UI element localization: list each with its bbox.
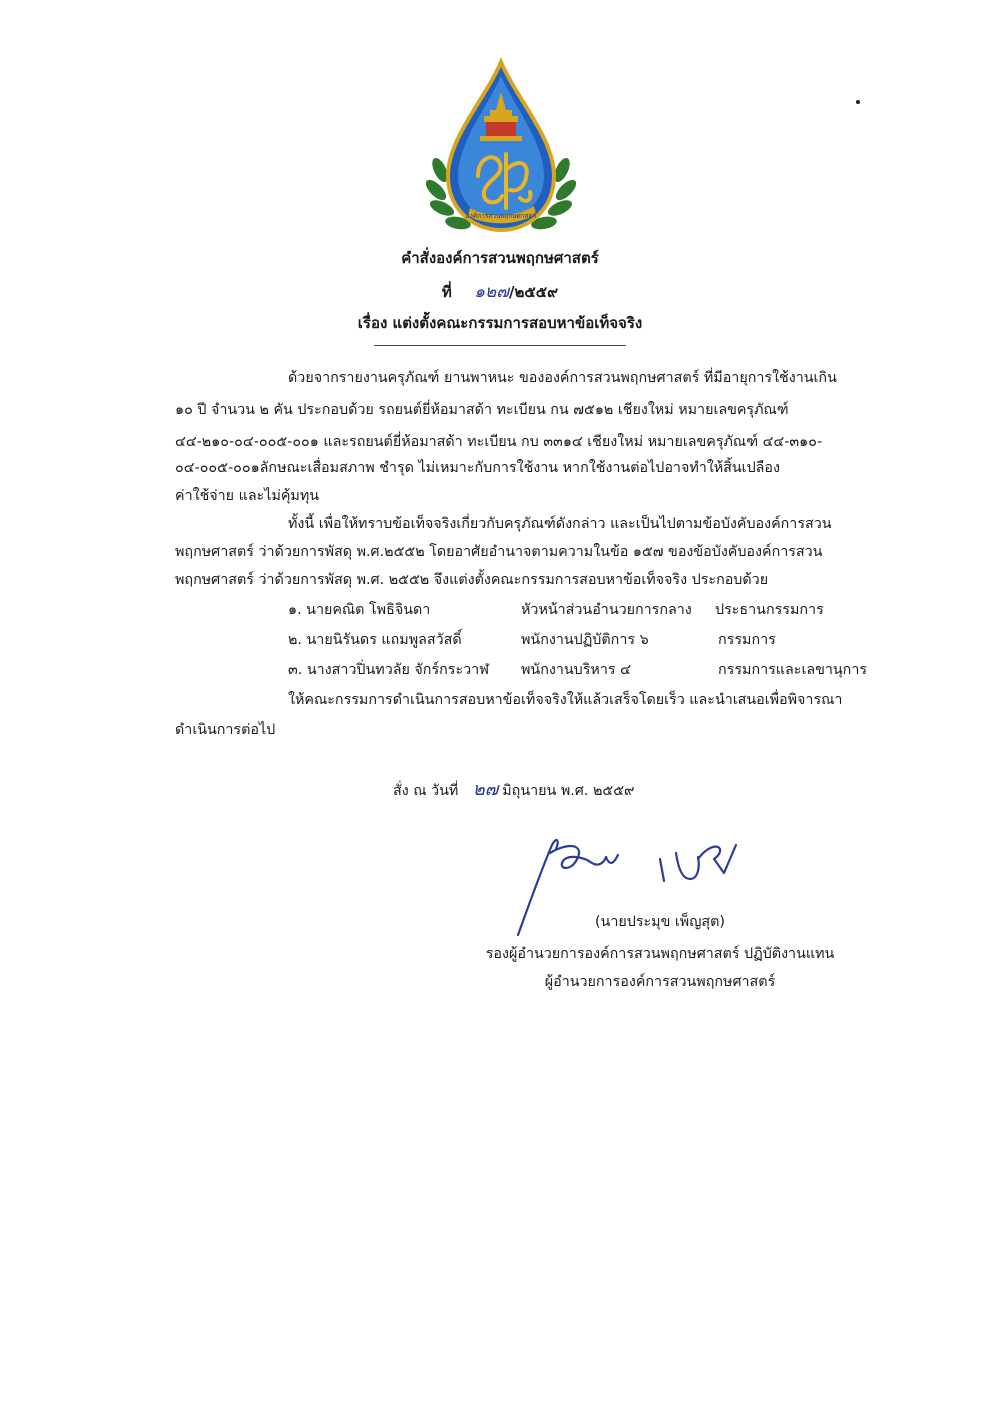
order-number-handwritten: ๑๒๗ — [474, 282, 510, 302]
committee-member-role: ประธานกรรมการ — [715, 602, 824, 618]
committee-member-row — [288, 599, 908, 623]
paragraph1-line: ๑๐ ปี จำนวน ๒ คัน ประกอบด้วย รถยนต์ยี่ห้อมาสด้า ทะเบียน กน ๗๕๑๒ เชียงใหม่ หมายเลขครุภัณฑ์ — [175, 402, 789, 418]
paragraph2-line: พฤกษศาสตร์ ว่าด้วยการพัสดุ พ.ศ. ๒๕๕๒ จึงแต่งตั้งคณะกรรมการสอบหาข้อเท็จจริง ประกอบด้วย — [175, 572, 769, 588]
signer-title-line1: รองผู้อำนวยการองค์การสวนพฤกษศาสตร์ ปฏิบัติงานแทน — [485, 946, 835, 962]
committee-member-name: ๒. นายนิรันดร แถมพูลสวัสดิ์ — [288, 632, 462, 648]
committee-member-row — [288, 659, 908, 683]
committee-member-position: พนักงานปฏิบัติการ ๖ — [521, 632, 649, 648]
paragraph1-line: ค่าใช้จ่าย และไม่คุ้มทุน — [175, 488, 320, 504]
paragraph2-line: พฤกษศาสตร์ ว่าด้วยการพัสดุ พ.ศ.๒๕๕๒ โดยอาศัยอำนาจตามความในข้อ ๑๕๗ ของข้อบังคับองค์การสวน — [175, 544, 823, 560]
committee-member-row — [288, 629, 908, 653]
order-number-prefix: ที่ — [441, 283, 452, 301]
committee-member-name: ๓. นางสาวปิ่นทวลัย จักร์กระวาฬ — [288, 662, 489, 678]
paragraph2-line: ทั้งนี้ เพื่อให้ทราบข้อเท็จจริงเกี่ยวกับครุภัณฑ์ดังกล่าว และเป็นไปตามข้อบังคับองค์การสวน — [288, 516, 832, 532]
signer-title-line2: ผู้อำนวยการองค์การสวนพฤกษศาสตร์ — [544, 974, 776, 990]
title-divider — [374, 345, 626, 346]
paragraph3-line: ดำเนินการต่อไป — [175, 722, 276, 738]
order-number — [0, 278, 1000, 305]
committee-member-role: กรรมการและเลขานุการ — [718, 662, 868, 678]
paragraph1-line: ๔๔-๒๑๐-๐๔-๐๐๕-๐๐๑ และรถยนต์ยี่ห้อมาสด้า ทะเบียน กบ ๓๓๑๔ เชียงใหม่ หมายเลขครุภัณฑ์ ๔๔-๓๑๐- — [175, 434, 823, 450]
committee-member-role: กรรมการ — [718, 632, 776, 648]
committee-member-name: ๑. นายคณิต โพธิจินดา — [288, 602, 431, 618]
order-date-prefix: สั่ง ณ วันที่ — [393, 783, 459, 799]
scan-speck — [856, 100, 860, 104]
paragraph1-line: ๐๔-๐๐๕-๐๐๑ลักษณะเสื่อมสภาพ ชำรุด ไม่เหมาะกับการใช้งาน หากใช้งานต่อไปอาจทำให้สิ้นเปลือง — [175, 460, 780, 476]
emblem-logo — [426, 58, 576, 236]
order-number-suffix: /๒๕๕๙ — [509, 283, 559, 301]
emblem-ribbon-text: องค์การสวนพฤกษศาสตร์ — [465, 212, 537, 220]
order-date-day-handwritten: ๒๗ — [472, 779, 499, 800]
paragraph1-line: ด้วยจากรายงานครุภัณฑ์ ยานพาหนะ ขององค์การสวนพฤกษศาสตร์ ที่มีอายุการใช้งานเกิน — [288, 370, 837, 386]
document-title: คำสั่งองค์การสวนพฤกษศาสตร์ — [401, 249, 599, 267]
order-date-rest: มิถุนายน พ.ศ. ๒๕๕๙ — [502, 783, 635, 799]
document-subject: เรื่อง แต่งตั้งคณะกรรมการสอบหาข้อเท็จจริง — [357, 314, 643, 332]
order-date — [393, 774, 635, 803]
committee-member-position: พนักงานบริหาร ๔ — [521, 662, 631, 678]
committee-member-position: หัวหน้าส่วนอำนวยการกลาง — [521, 602, 692, 618]
paragraph3-line: ให้คณะกรรมการดำเนินการสอบหาข้อเท็จจริงให้แล้วเสร็จโดยเร็ว และนำเสนอเพื่อพิจารณา — [288, 692, 843, 708]
signer-name: (นายประมุข เพ็ญสุต) — [594, 914, 725, 930]
